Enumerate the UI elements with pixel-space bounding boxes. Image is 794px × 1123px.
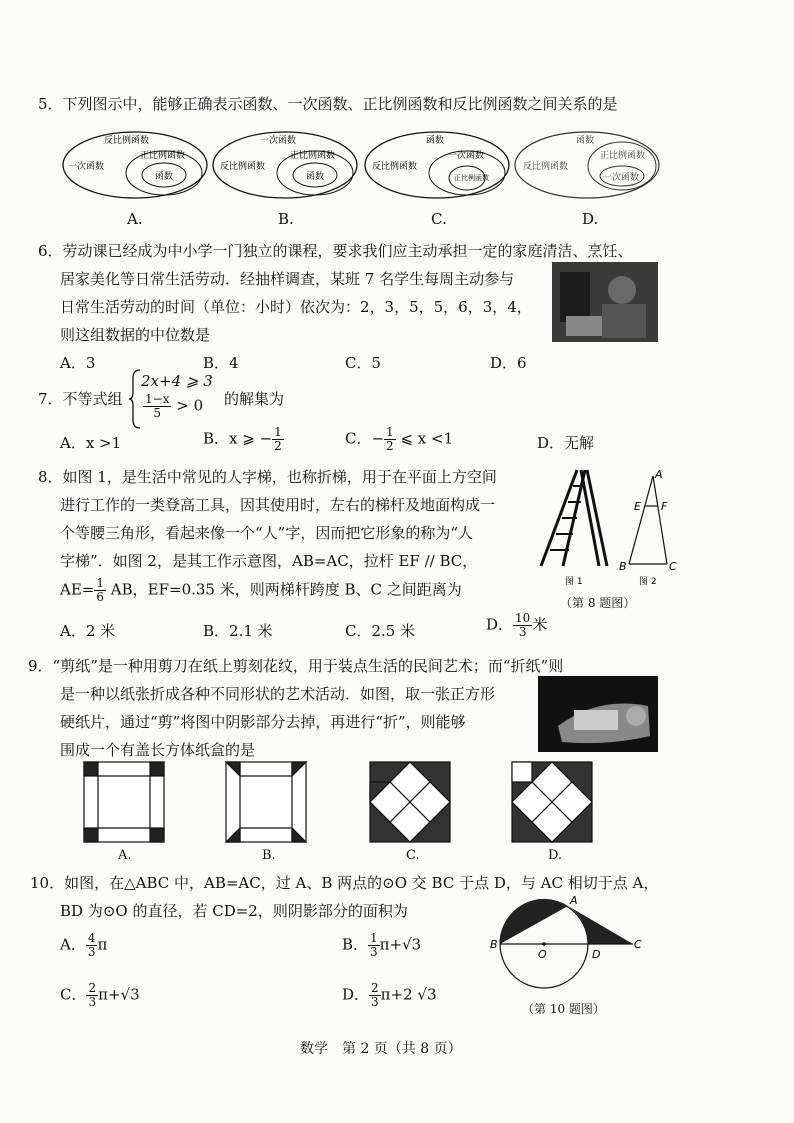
- q6-opt-a: A．3: [60, 354, 96, 372]
- q6-opt-c: C．5: [345, 354, 382, 372]
- q5-a-sub1: 正比例函数: [140, 151, 186, 161]
- q9-line-2: 是一种以纸张折成各种不同形状的艺术活动．如图，取一张正方形: [60, 685, 496, 703]
- q7-tail: 的解集为: [224, 390, 285, 408]
- svg-text:一次函数: 一次函数: [603, 173, 640, 183]
- q7-ineq2-den: 5: [153, 406, 162, 420]
- q10-opt-c: C． $\frac{2}{3}$ π+√3: [60, 981, 140, 1009]
- q9-label-a: A.: [118, 848, 132, 863]
- q8-line-5: AE= $\frac{1}{6}$ AB，EF=0.35 米，则两梯杆跨度 B、C 之间距离为: [60, 576, 462, 604]
- svg-text:B: B: [490, 938, 498, 951]
- svg-text:C: C: [634, 938, 642, 951]
- svg-text:反比例函数: 反比例函数: [372, 162, 418, 172]
- svg-text:B: B: [619, 560, 627, 573]
- svg-text:C: C: [669, 560, 677, 573]
- q9-line-1: 9．“剪纸”是一种用剪刀在纸上剪刻花纹，用于装点生活的民间艺术；而“折纸”则: [28, 657, 564, 675]
- q9-line-3: 硬纸片，通过“剪”将图中阴影部分去掉，再进行“折”，则能够: [60, 713, 466, 731]
- q9-label-d: D.: [548, 848, 563, 863]
- svg-text:D: D: [592, 948, 601, 961]
- q7-opt-d: D．无解: [537, 434, 595, 452]
- q7-opt-c: C．− $\frac{1}{2}$ ⩽ x <1: [345, 425, 454, 453]
- q10-opt-d: D． $\frac{2}{3}$ π+2 √3: [342, 981, 437, 1009]
- q10-caption: （第 10 题图）: [522, 1002, 605, 1016]
- q5-a-inner: 一次函数: [68, 162, 105, 172]
- q5-diagram-b: [213, 132, 357, 198]
- q6-opt-b: B．4: [203, 354, 239, 372]
- q10-opt-a: A． $\frac{4}{3}$ π: [60, 931, 108, 959]
- q8-caption: （第 8 题图）: [560, 596, 636, 610]
- svg-text:图 1: 图 1: [565, 577, 583, 586]
- svg-text:一次函数: 一次函数: [260, 136, 297, 146]
- q9-figure-a: [84, 762, 164, 842]
- q7-ineq2-num: 1−x: [145, 392, 170, 406]
- q9-figure-c: [370, 762, 450, 842]
- q9-label-c: C.: [406, 848, 420, 863]
- svg-text:正比例函数: 正比例函数: [290, 151, 336, 161]
- q5-label-a: A.: [127, 210, 143, 228]
- q8-line-3: 个等腰三角形，看起来像一个“人”字，因而把它形象的称为“人: [60, 524, 474, 542]
- q7-opt-a: A．x >1: [60, 434, 122, 452]
- q5-diagram-d: [515, 132, 659, 198]
- q8-opt-d: D． $\frac{10}{3}$ 米: [486, 611, 548, 639]
- q8-opt-c: C．2.5 米: [345, 622, 416, 640]
- q6-line-2: 居家美化等日常生活劳动．经抽样调查，某班 7 名学生每周主动参与: [60, 270, 515, 288]
- svg-text:函数: 函数: [576, 136, 595, 146]
- q9-label-b: B.: [262, 848, 276, 863]
- page-footer: 数学 第 2 页（共 8 页）: [300, 1041, 462, 1057]
- q5-label-d: D.: [582, 210, 599, 228]
- q10-line-1: 10．如图，在△ABC 中，AB=AC，过 A、B 两点的⊙O 交 BC 于点 D，与 AC 相切于点 A，: [30, 874, 659, 892]
- q6-line-1: 6．劳动课已经成为中小学一门独立的课程，要求我们应主动承担一定的家庭清洁、烹饪、: [38, 242, 633, 260]
- svg-text:正比例函数: 正比例函数: [454, 174, 489, 182]
- svg-text:反比例函数: 反比例函数: [220, 162, 266, 172]
- svg-text:函数: 函数: [306, 172, 325, 182]
- q5-label-b: B.: [278, 210, 294, 228]
- q9-photo: [538, 676, 658, 752]
- q9-figures: [80, 760, 680, 845]
- q7-opt-b: B．x ⩾ − $\frac{1}{2}$: [203, 425, 282, 453]
- svg-text:F: F: [661, 500, 668, 513]
- q7-ineq1: 2x+4 ⩾ 3: [141, 372, 213, 390]
- q7-ineq2-rest: > 0: [176, 396, 204, 415]
- q5-diagrams: [60, 128, 760, 208]
- svg-text:正比例函数: 正比例函数: [600, 151, 646, 161]
- svg-text:一次函数: 一次函数: [448, 151, 485, 161]
- q7-ineq2: [143, 393, 203, 420]
- q7-stem: 7．不等式组: [38, 390, 123, 408]
- q8-ladder-figure: [541, 470, 607, 566]
- svg-text:E: E: [634, 500, 641, 513]
- svg-text:O: O: [538, 948, 547, 961]
- q9-figure-d: [512, 762, 592, 842]
- q8-opt-b: B．2.1 米: [203, 622, 273, 640]
- q5-label-c: C.: [431, 210, 447, 228]
- q5-diagram-a: [63, 132, 207, 198]
- q10-figure: [488, 888, 648, 998]
- q8-line-4: 字梯”．如图 2，是其工作示意图，AB=AC，拉杆 EF // BC，: [60, 552, 478, 570]
- q8-line-1: 8．如图 1，是生活中常见的人字梯，也称折梯，用于在平面上方空间: [38, 468, 497, 486]
- q9-figure-b: [226, 762, 306, 842]
- q5-a-outer: 反比例函数: [104, 136, 150, 146]
- svg-text:A: A: [655, 468, 663, 481]
- q9-line-4: 围成一个有盖长方体纸盒的是: [60, 741, 256, 759]
- q5-a-sub2: 函数: [155, 172, 174, 182]
- q8-line-2: 进行工作的一类登高工具，因其使用时，左右的梯杆及地面构成一: [60, 496, 496, 514]
- q10-opt-b: B． $\frac{1}{3}$ π+√3: [342, 931, 422, 959]
- q10-line-2: BD 为⊙O 的直径，若 CD=2，则阴影部分的面积为: [60, 902, 408, 920]
- q5-text: 5．下列图示中，能够正确表示函数、一次函数、正比例函数和反比例函数之间关系的是: [38, 95, 618, 113]
- svg-text:图 2: 图 2: [639, 577, 657, 586]
- q8-triangle-figure: [629, 476, 667, 564]
- q6-opt-d: D．6: [490, 354, 527, 372]
- q8-opt-a: A．2 米: [60, 622, 116, 640]
- svg-text:函数: 函数: [426, 136, 445, 146]
- svg-text:A: A: [570, 894, 578, 907]
- svg-text:反比例函数: 反比例函数: [523, 162, 569, 172]
- q5-diagram-c: [365, 132, 509, 198]
- q8-figures: [535, 466, 685, 586]
- q6-photo: [552, 262, 658, 342]
- q6-line-3: 日常生活劳动的时间（单位：小时）依次为：2，3，5，5，6，3，4，: [60, 298, 532, 316]
- q7-brace: [128, 368, 142, 430]
- q6-line-4: 则这组数据的中位数是: [60, 326, 211, 344]
